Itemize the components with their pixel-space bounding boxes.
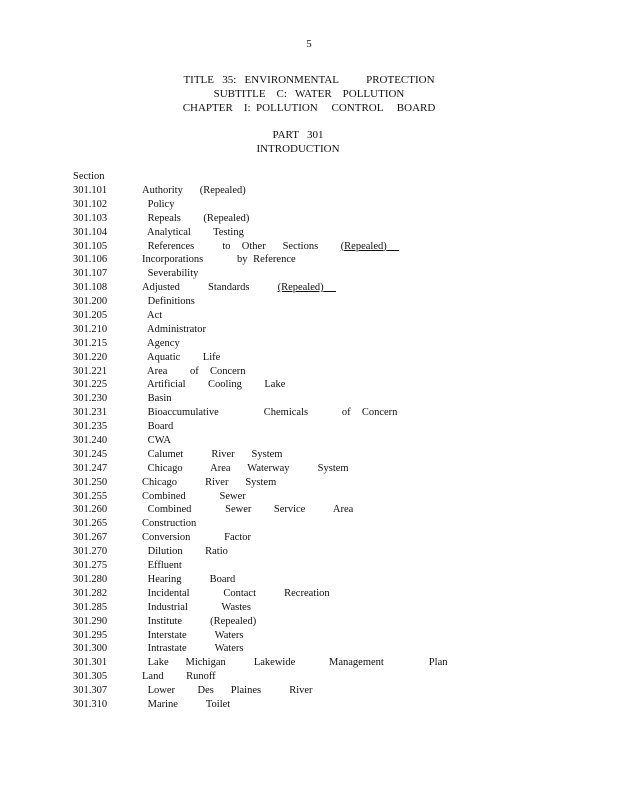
section-number: 301.105 [73,240,108,252]
section-number: 301.231 [73,407,108,419]
section-title: Adjusted Standards [142,282,278,294]
section-number: 301.310 [73,698,108,710]
toc-row [73,601,493,615]
section-number: 301.106 [73,254,108,266]
toc-row [73,503,493,517]
section-number: 301.282 [73,587,108,599]
section-title: Combined Sewer [142,490,246,502]
section-title: Conversion Factor [142,532,251,544]
toc-row [73,684,493,698]
toc-row [73,378,493,392]
section-number: 301.270 [73,546,108,558]
underline-tail [387,240,399,251]
section-number: 301.220 [73,351,108,363]
toc-row [73,212,493,226]
repealed-link[interactable]: (Repealed) [340,240,387,252]
section-title: Board [142,421,174,433]
part-heading [0,128,596,156]
toc-row [73,587,493,601]
toc-row [73,184,493,198]
section-number: 301.280 [73,573,108,585]
section-number: 301.205 [73,310,108,322]
section-title: Definitions [142,296,195,308]
section-number: 301.290 [73,615,108,627]
section-number: 301.200 [73,296,108,308]
document-header [0,73,618,115]
section-title: Chicago Area Waterway System [142,462,349,474]
section-title: Construction [142,518,197,530]
section-number: 301.245 [73,448,108,460]
section-title: Incorporations by Reference [142,254,296,266]
section-title: Hearing Board [142,573,236,585]
toc-row [73,309,493,323]
section-title: Interstate Waters [142,629,244,641]
toc-row [73,420,493,434]
toc-row [73,490,493,504]
section-number: 301.295 [73,629,108,641]
section-title: Lower Des Plaines River [142,685,313,697]
section-title: Bioaccumulative Chemicals of Concern [142,407,398,419]
toc-row [73,698,493,712]
section-number: 301.267 [73,532,108,544]
section-title: Land Runoff [142,671,216,683]
section-title: Authority (Repealed) [142,185,246,196]
section-title: Chicago River System [142,476,277,488]
section-number: 301.240 [73,435,108,447]
toc-row [73,462,493,476]
section-number: 301.225 [73,379,108,391]
section-title: Intrastate Waters [142,643,244,655]
toc-row [73,656,493,670]
section-title: CWA [142,435,171,447]
section-number: 301.108 [73,282,108,294]
section-title: Marine Toilet [142,698,231,710]
section-number: 301.101 [73,185,108,196]
toc-row [73,629,493,643]
section-number: 301.260 [73,504,108,516]
toc-row [73,295,493,309]
toc-row [73,434,493,448]
section-title: Severability [142,268,199,280]
section-title: Lake Michigan Lakewide Management Plan [142,657,448,669]
section-title: Dilution Ratio [142,546,228,558]
repealed-link[interactable]: (Repealed) [277,282,324,294]
section-number: 301.285 [73,601,108,613]
toc-row [73,642,493,656]
toc-row [73,531,493,545]
section-number: 301.247 [73,462,108,474]
section-number: 301.210 [73,323,108,335]
toc-row [73,670,493,684]
section-number: 301.265 [73,518,108,530]
section-title: References to Other Sections [142,240,341,252]
section-title: Analytical Testing [142,226,244,238]
toc-row [73,573,493,587]
section-title: Repeals (Repealed) [142,212,250,224]
part-number: PART 301 [272,129,324,141]
section-number: 301.307 [73,685,108,697]
section-number: 301.103 [73,212,108,224]
toc-row [73,476,493,490]
section-title: Policy [142,198,175,210]
table-of-contents [73,184,493,712]
section-number: 301.301 [73,657,108,669]
toc-row [73,351,493,365]
page-number: 5 [306,38,312,50]
section-number: 301.230 [73,393,108,405]
toc-row [73,559,493,573]
toc-row [73,198,493,212]
toc-row [73,365,493,379]
section-number: 301.250 [73,476,108,488]
section-title: Calumet River System [142,448,283,460]
section-title: Effluent [142,560,182,572]
section-number: 301.107 [73,268,108,280]
toc-row [73,392,493,406]
toc-row [73,337,493,351]
section-title: Agency [142,337,180,349]
toc-row [73,226,493,240]
toc-row [73,517,493,531]
title-line: TITLE 35: ENVIRONMENTAL PROTECTION [183,74,435,86]
section-title: Act [142,310,163,322]
section-title: Administrator [142,323,206,335]
section-title: Industrial Wastes [142,601,251,613]
subtitle-line: SUBTITLE C: WATER POLLUTION [213,88,405,100]
section-number: 301.275 [73,560,108,572]
section-title: Basin [142,393,172,405]
section-number: 301.215 [73,337,108,349]
section-column-label: Section [73,171,105,182]
toc-row [73,545,493,559]
section-number: 301.305 [73,671,108,683]
toc-row [73,267,493,281]
section-number: 301.255 [73,490,108,502]
section-number: 301.221 [73,365,108,377]
chapter-line: CHAPTER I: POLLUTION CONTROL BOARD [182,102,436,114]
section-number: 301.235 [73,421,108,433]
section-number: 301.104 [73,226,108,238]
toc-row [73,615,493,629]
toc-row [73,253,493,267]
toc-row [73,323,493,337]
section-title: Artificial Cooling Lake [142,379,286,391]
underline-tail [324,281,336,292]
toc-row [73,281,493,295]
part-name: INTRODUCTION [256,143,340,155]
section-title: Area of Concern [142,365,246,377]
section-title: Combined Sewer Service Area [142,504,354,516]
toc-row [73,448,493,462]
section-title: Incidental Contact Recreation [142,587,330,599]
toc-row [73,240,493,254]
toc-row [73,406,493,420]
section-title: Aquatic Life [142,351,221,363]
section-number: 301.102 [73,198,108,210]
section-title: Institute (Repealed) [142,615,257,627]
section-number: 301.300 [73,643,108,655]
